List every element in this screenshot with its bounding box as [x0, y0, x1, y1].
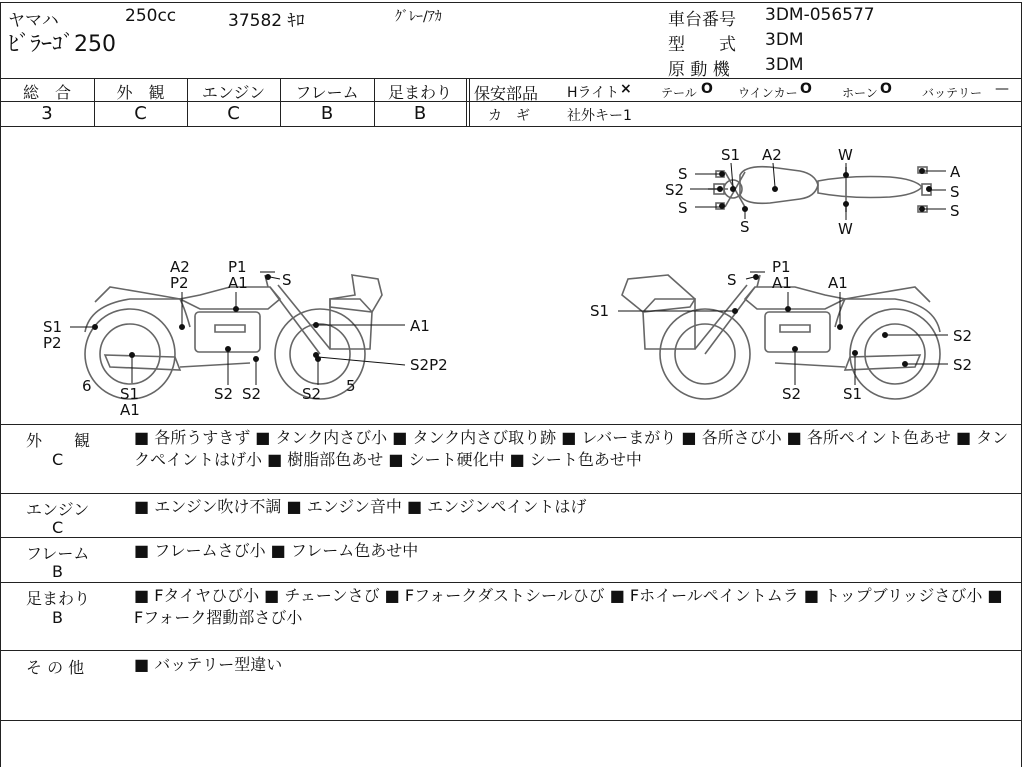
top-label-s2-left: S2 [665, 181, 685, 199]
section-frame-text: ■ フレームさび小 ■ フレーム色あせ中 [134, 541, 419, 560]
section-exterior-label: 外 観 [26, 431, 91, 450]
right-label-s2-upper: S2 [953, 327, 973, 345]
safety-parts-label: 保安部品 [474, 84, 539, 103]
rule-sec-1 [0, 493, 1022, 494]
section-exterior-grade: C [52, 450, 64, 469]
section-suspension-text: ■ Fタイヤひび小 ■ チェーンさび ■ Fフォークダストシールひび ■ Fホイールペイントムラ ■ トップブリッジさび小 ■ Fフォーク摺動部さび小 [134, 586, 1003, 627]
top-label-s-left-lower: S [678, 199, 688, 217]
section-engine-text: ■ エンジン吹け不調 ■ エンジン音中 ■ エンジンペイントはげ [134, 497, 587, 516]
top-label-s-bottom: S [740, 218, 750, 236]
top-label-s-right-mid: S [950, 183, 960, 201]
model-type-label: 型 式 [668, 35, 736, 55]
engine-type-value: 3DM [765, 55, 804, 75]
right-label-s-handle: S [727, 271, 737, 289]
left-label-s1-rear: S1 [43, 318, 63, 336]
engine-type-label: 原 動 機 [668, 60, 730, 80]
damage-diagram [0, 127, 1022, 423]
left-label-s2p2: S2P2 [410, 356, 448, 374]
winker-mark: O [800, 81, 812, 97]
maker: ヤマハ [8, 11, 59, 31]
rule-col-5 [466, 78, 467, 126]
color: ｸﾞﾚｰ/ｱｶ [395, 9, 442, 25]
top-label-a-right: A [950, 163, 961, 181]
left-label-5: 5 [346, 377, 356, 395]
key-value: 社外キー1 [567, 108, 632, 124]
top-label-w-lower: W [838, 220, 853, 238]
left-label-a1-front: A1 [410, 317, 430, 335]
grade-suspension-label: 足まわり [387, 83, 452, 102]
grade-engine-value: C [227, 103, 240, 124]
frame-number-label: 車台番号 [668, 10, 736, 30]
top-label-s-right-lower: S [950, 202, 960, 220]
right-label-s2-lower: S2 [953, 356, 973, 374]
section-engine-grade: C [52, 518, 64, 537]
grade-frame-label: フレーム [295, 83, 359, 102]
grade-total-label: 総 合 [22, 83, 71, 102]
displacement: 250cc [125, 6, 177, 26]
tail-label: テール [661, 86, 697, 100]
section-suspension-grade: B [52, 608, 63, 627]
rule-grades-top [0, 78, 1022, 79]
rule-sec-2 [0, 537, 1022, 538]
rule-col-6 [469, 78, 470, 126]
top-label-a2: A2 [762, 146, 782, 164]
left-label-s-handle: S [282, 271, 292, 289]
right-label-a1-top: A1 [772, 274, 792, 292]
left-label-p2-top: P2 [170, 274, 189, 292]
model-type-value: 3DM [765, 30, 804, 50]
battery-mark: — [995, 81, 1009, 97]
top-label-w-upper: W [838, 146, 853, 164]
horn-mark: O [880, 81, 892, 97]
left-label-a2: A2 [170, 258, 190, 276]
section-other-text: ■ バッテリー型違い [134, 655, 283, 674]
section-engine-label: エンジン [26, 500, 90, 519]
section-exterior-text: ■ 各所うすきず ■ タンク内さび小 ■ タンク内さび取り跡 ■ レバーまがり ■ 各所さび小 ■ 各所ペイント色あせ ■ タンクペイントはげ小 ■ 樹脂部色あせ ■ シート硬化中 ■ シート色あせ中 [134, 428, 1009, 469]
rule-sec-5 [0, 720, 1022, 721]
right-label-s2-bottom: S2 [782, 385, 802, 403]
model-name: ﾋﾞﾗｰｺﾞ250 [8, 32, 116, 57]
tail-mark: O [701, 81, 713, 97]
top-label-s-left-upper: S [678, 165, 688, 183]
top-view-bike [708, 167, 931, 212]
section-other-label: そ の 他 [26, 658, 85, 677]
section-suspension-label: 足まわり [26, 589, 91, 608]
left-label-p1: P1 [228, 258, 247, 276]
right-label-s1-bottom: S1 [843, 385, 863, 403]
right-label-a1-tank: A1 [828, 274, 848, 292]
left-label-s2-a: S2 [214, 385, 234, 403]
left-label-s2-c: S2 [302, 385, 322, 403]
grade-exterior-label: 外 観 [116, 83, 165, 102]
frame-number-value: 3DM-056577 [765, 5, 875, 25]
rule-diagram-bottom [0, 424, 1022, 425]
section-frame-label: フレーム [26, 544, 90, 563]
grade-exterior-value: C [134, 103, 147, 124]
rule-top [0, 2, 1022, 3]
rule-sec-3 [0, 582, 1022, 583]
horn-label: ホーン [842, 86, 878, 100]
section-frame-grade: B [52, 562, 63, 581]
grade-frame-value: B [320, 103, 334, 124]
left-label-p2-rear: P2 [43, 334, 62, 352]
mileage: 37582 ｷﾛ [228, 11, 305, 31]
grade-total-value: 3 [41, 103, 53, 124]
headlight-label: Hライト [567, 85, 620, 101]
rule-sec-4 [0, 650, 1022, 651]
left-label-a1-top: A1 [228, 274, 248, 292]
headlight-mark: × [620, 81, 632, 97]
battery-label: バッテリー [922, 86, 983, 100]
left-label-s1-bottom: S1 [120, 385, 140, 403]
right-label-s1-front: S1 [590, 302, 610, 320]
grade-engine-label: エンジン [201, 83, 266, 102]
grade-suspension-value: B [413, 103, 427, 124]
key-label: カ ギ [488, 108, 530, 124]
left-label-a1-bottom: A1 [120, 401, 140, 419]
right-label-p1: P1 [772, 258, 791, 276]
winker-label: ウインカー [738, 86, 798, 100]
left-label-6: 6 [82, 377, 92, 395]
left-label-s2-b: S2 [242, 385, 262, 403]
top-label-s1: S1 [721, 146, 741, 164]
